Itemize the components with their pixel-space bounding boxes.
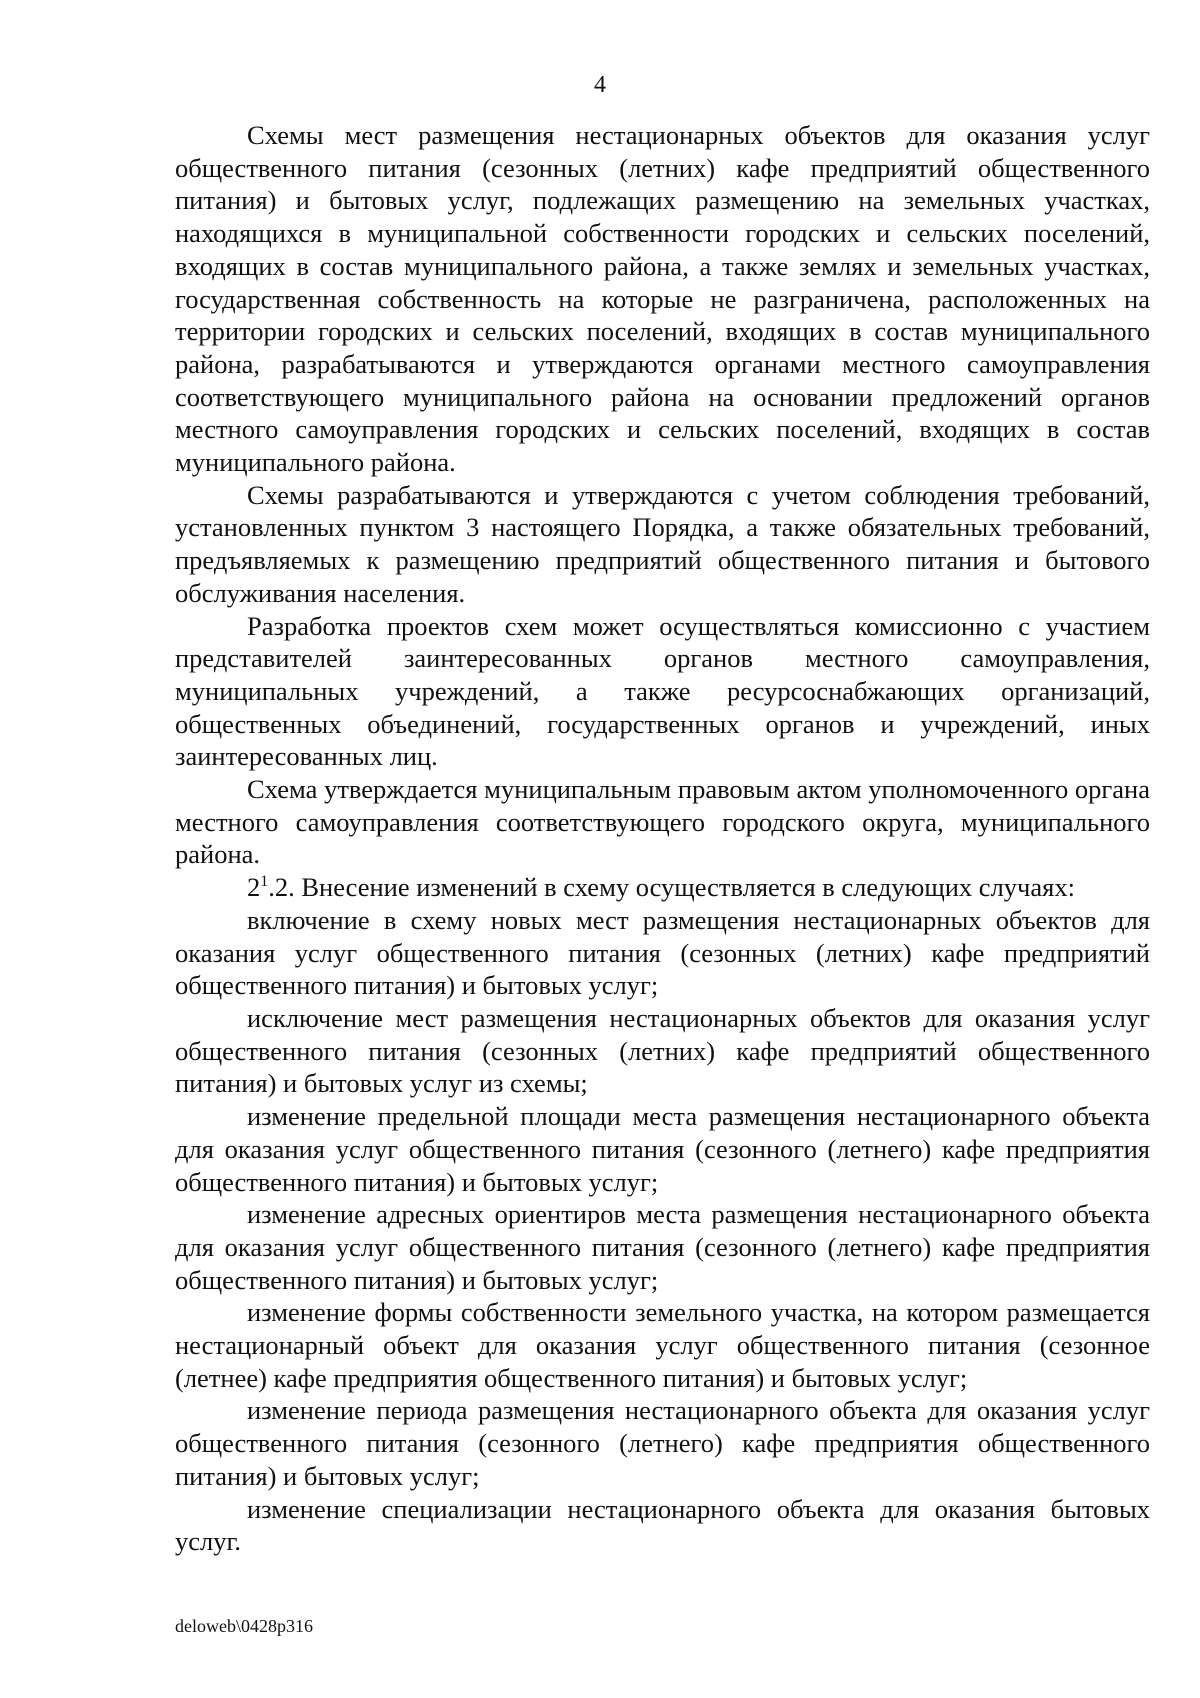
- list-item: изменение адресных ориентиров места размещения нестационарного объекта для оказания услуг общественного питания (сезонного (летнего) кафе предприятия общественного питания) и бытовых услуг;: [175, 1199, 1150, 1295]
- section-number-rest: .2.: [268, 872, 295, 903]
- document-footer-code: deloweb\0428p316: [175, 1616, 313, 1636]
- page-number: 4: [594, 72, 606, 98]
- section-heading: [175, 871, 1150, 904]
- list-item: изменение формы собственности земельного участка, на котором размещается нестационарный объект для оказания услуг общественного питания (сезонное (летнее) кафе предприятия общественного питания) и бытовых услуг;: [175, 1297, 1150, 1393]
- paragraph: Схемы разрабатываются и утверждаются с учетом соблюдения требований, установленных пунктом 3 настоящего Порядка, а также обязательных требований, предъявляемых к размещению предприятий общественного питания и бытового обслуживания населения.: [175, 479, 1150, 608]
- list-item: включение в схему новых мест размещения нестационарных объектов для оказания услуг общественного питания (сезонных (летних) кафе предприятий общественного питания) и бытовых услуг;: [175, 904, 1150, 1001]
- list-item: изменение специализации нестационарного объекта для оказания бытовых услуг.: [175, 1493, 1150, 1557]
- list-item: изменение периода размещения нестационарного объекта для оказания услуг общественного питания (сезонного (летнего) кафе предприятия общественного питания) и бытовых услуг;: [175, 1395, 1150, 1491]
- section-number-superscript: 1: [260, 873, 269, 891]
- section-number-base: 2: [247, 872, 261, 903]
- section-text: Внесение изменений в схему осуществляется в следующих случаях:: [301, 872, 1075, 903]
- paragraph: Схемы мест размещения нестационарных объектов для оказания услуг общественного питания (сезонных (летних) кафе предприятий общественного питания) и бытовых услуг, подлежащих размещению на земельных участках, находящихся в муниципальной собственности городских и сельских поселений, входящих в состав муниципального района, а также землях и земельных участках, государственная собственность на которые не разграничена, расположенных на территории городских и сельских поселений, входящих в состав муниципального района, разрабатываются и утверждаются органами местного самоуправления соответствующего муниципального района на основании предложений органов местного самоуправления городских и сельских поселений, входящих в состав муниципального района.: [175, 120, 1150, 478]
- list-item: изменение предельной площади места размещения нестационарного объекта для оказания услуг общественного питания (сезонного (летнего) кафе предприятия общественного питания) и бытовых услуг;: [175, 1101, 1150, 1197]
- paragraph: Схема утверждается муниципальным правовым актом уполномоченного органа местного самоуправления соответствующего городского округа, муниципального района.: [175, 774, 1150, 870]
- paragraph: Разработка проектов схем может осуществляться комиссионно с участием представителей заинтересованных органов местного самоуправления, муниципальных учреждений, а также ресурсоснабжающих организаций, общественных объединений, государственных органов и учреждений, иных заинтересованных лиц.: [175, 610, 1150, 772]
- list-item: исключение мест размещения нестационарных объектов для оказания услуг общественного питания (сезонных (летних) кафе предприятий общественного питания) и бытовых услуг из схемы;: [175, 1002, 1150, 1099]
- document-body: [175, 119, 1150, 1558]
